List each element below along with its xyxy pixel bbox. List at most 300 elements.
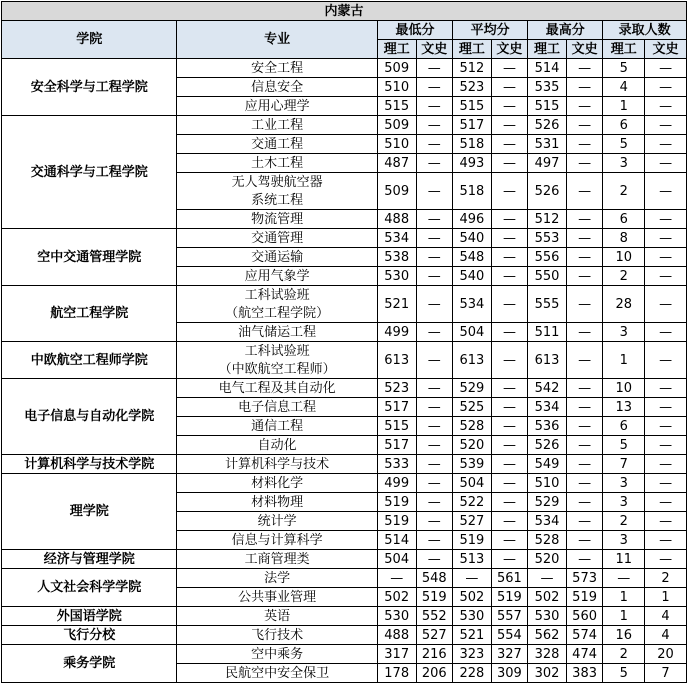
- score-cell-max-science: 555: [528, 286, 567, 323]
- score-cell-min-science: 514: [377, 531, 416, 550]
- score-cell-count-arts: —: [645, 436, 687, 455]
- score-cell-count-science: 4: [603, 78, 645, 97]
- score-cell-min-arts: —: [416, 229, 453, 248]
- score-cell-avg-arts: —: [491, 229, 528, 248]
- college-name: 飞行分校: [2, 626, 177, 645]
- score-cell-avg-arts: —: [491, 455, 528, 474]
- score-cell-avg-arts: 557: [491, 607, 528, 626]
- major-name: 信息与计算科学: [177, 531, 377, 550]
- score-cell-count-arts: —: [645, 455, 687, 474]
- score-cell-min-arts: —: [416, 512, 453, 531]
- score-cell-avg-arts: —: [491, 342, 528, 379]
- score-cell-min-science: 613: [377, 342, 416, 379]
- score-cell-min-arts: 206: [416, 664, 453, 683]
- score-cell-avg-arts: 327: [491, 645, 528, 664]
- major-name: 信息安全: [177, 78, 377, 97]
- score-cell-min-science: 538: [377, 248, 416, 267]
- score-cell-max-arts: 383: [566, 664, 603, 683]
- score-cell-min-arts: —: [416, 267, 453, 286]
- score-cell-avg-science: —: [453, 569, 492, 588]
- score-cell-min-arts: —: [416, 135, 453, 154]
- score-cell-count-arts: —: [645, 59, 687, 78]
- score-cell-min-science: 519: [377, 512, 416, 531]
- major-name: 工科试验班: [177, 286, 377, 305]
- major-name: 应用气象学: [177, 267, 377, 286]
- score-cell-min-arts: —: [416, 323, 453, 342]
- score-cell-count-science: 6: [603, 417, 645, 436]
- table-row: [2, 474, 687, 493]
- score-cell-avg-arts: —: [491, 78, 528, 97]
- score-cell-avg-arts: —: [491, 154, 528, 173]
- score-cell-count-science: 6: [603, 210, 645, 229]
- college-name: 理学院: [2, 474, 177, 550]
- score-cell-count-science: 3: [603, 323, 645, 342]
- score-cell-min-arts: 519: [416, 588, 453, 607]
- score-cell-count-arts: —: [645, 531, 687, 550]
- score-cell-min-science: 509: [377, 59, 416, 78]
- major-name: （中欧航空工程师）: [177, 360, 377, 379]
- college-name: 电子信息与自动化学院: [2, 379, 177, 455]
- score-cell-min-science: 509: [377, 116, 416, 135]
- college-name: 中欧航空工程师学院: [2, 342, 177, 379]
- score-cell-max-science: 514: [528, 59, 567, 78]
- score-cell-min-science: 530: [377, 607, 416, 626]
- major-name: 土木工程: [177, 154, 377, 173]
- score-cell-count-science: 1: [603, 607, 645, 626]
- college-header: 学院: [2, 21, 177, 59]
- header-row: [2, 21, 687, 40]
- score-cell-max-arts: —: [566, 379, 603, 398]
- major-name: 民航空中安全保卫: [177, 664, 377, 683]
- college-name: 安全科学与工程学院: [2, 59, 177, 116]
- score-cell-max-arts: —: [566, 474, 603, 493]
- major-name: 油气储运工程: [177, 323, 377, 342]
- score-cell-count-science: 1: [603, 97, 645, 116]
- major-name: 工科试验班: [177, 342, 377, 361]
- score-cell-max-science: 531: [528, 135, 567, 154]
- score-cell-count-science: 2: [603, 645, 645, 664]
- college-name: 人文社会科学学院: [2, 569, 177, 607]
- score-cell-max-arts: 574: [566, 626, 603, 645]
- score-cell-min-arts: —: [416, 248, 453, 267]
- major-name: 统计学: [177, 512, 377, 531]
- score-cell-avg-arts: —: [491, 97, 528, 116]
- score-cell-count-science: 3: [603, 154, 645, 173]
- major-name: 交通工程: [177, 135, 377, 154]
- score-cell-count-arts: —: [645, 512, 687, 531]
- college-name: 交通科学与工程学院: [2, 116, 177, 229]
- score-cell-count-science: 2: [603, 173, 645, 210]
- score-cell-avg-arts: —: [491, 550, 528, 569]
- score-cell-min-science: 502: [377, 588, 416, 607]
- score-cell-avg-arts: —: [491, 493, 528, 512]
- score-cell-avg-science: 517: [453, 116, 492, 135]
- table-row: [2, 379, 687, 398]
- major-name: 计算机科学与技术: [177, 455, 377, 474]
- score-cell-min-science: 510: [377, 135, 416, 154]
- table-row: [2, 645, 687, 664]
- score-cell-min-arts: —: [416, 78, 453, 97]
- score-cell-count-arts: —: [645, 493, 687, 512]
- score-cell-min-science: 488: [377, 626, 416, 645]
- subheader-science: 理工: [603, 40, 645, 59]
- score-cell-avg-science: 529: [453, 379, 492, 398]
- score-cell-count-science: 7: [603, 455, 645, 474]
- score-cell-avg-arts: —: [491, 248, 528, 267]
- score-cell-max-science: 562: [528, 626, 567, 645]
- score-cell-count-science: 8: [603, 229, 645, 248]
- admitted-count-header: 录取人数: [603, 21, 687, 40]
- score-cell-count-science: 2: [603, 267, 645, 286]
- score-cell-min-arts: —: [416, 531, 453, 550]
- score-cell-min-science: 317: [377, 645, 416, 664]
- score-cell-count-arts: 4: [645, 607, 687, 626]
- score-cell-avg-arts: —: [491, 59, 528, 78]
- major-name: 法学: [177, 569, 377, 588]
- score-cell-avg-arts: —: [491, 135, 528, 154]
- score-cell-max-arts: —: [566, 173, 603, 210]
- score-cell-max-science: 526: [528, 436, 567, 455]
- score-cell-avg-arts: 561: [491, 569, 528, 588]
- avg-score-header: 平均分: [453, 21, 528, 40]
- score-cell-min-arts: —: [416, 398, 453, 417]
- table-row: [2, 116, 687, 135]
- score-cell-min-arts: —: [416, 173, 453, 210]
- score-cell-avg-science: 512: [453, 59, 492, 78]
- major-name: 交通管理: [177, 229, 377, 248]
- score-cell-count-arts: —: [645, 248, 687, 267]
- score-cell-count-science: 1: [603, 342, 645, 379]
- score-cell-avg-science: 522: [453, 493, 492, 512]
- major-name: 工商管理类: [177, 550, 377, 569]
- score-cell-count-science: 5: [603, 664, 645, 683]
- score-cell-min-arts: 548: [416, 569, 453, 588]
- score-cell-count-science: 3: [603, 531, 645, 550]
- score-cell-avg-science: 523: [453, 78, 492, 97]
- score-cell-avg-arts: —: [491, 379, 528, 398]
- score-cell-count-arts: —: [645, 417, 687, 436]
- min-score-header: 最低分: [377, 21, 452, 40]
- college-name: 航空工程学院: [2, 286, 177, 342]
- table-row: [2, 286, 687, 305]
- score-cell-min-science: 504: [377, 550, 416, 569]
- score-cell-count-arts: —: [645, 154, 687, 173]
- score-cell-min-arts: —: [416, 379, 453, 398]
- score-cell-min-arts: —: [416, 474, 453, 493]
- score-cell-avg-science: 539: [453, 455, 492, 474]
- score-cell-avg-science: 519: [453, 531, 492, 550]
- score-cell-min-arts: —: [416, 59, 453, 78]
- score-cell-max-arts: —: [566, 116, 603, 135]
- score-cell-max-arts: —: [566, 248, 603, 267]
- score-cell-max-arts: —: [566, 493, 603, 512]
- college-name: 经济与管理学院: [2, 550, 177, 569]
- score-cell-avg-science: 520: [453, 436, 492, 455]
- score-cell-avg-arts: 519: [491, 588, 528, 607]
- subheader-arts: 文史: [491, 40, 528, 59]
- score-cell-max-arts: 560: [566, 607, 603, 626]
- score-cell-max-arts: —: [566, 229, 603, 248]
- subheader-science: 理工: [453, 40, 492, 59]
- score-cell-min-science: 534: [377, 229, 416, 248]
- score-cell-max-science: 511: [528, 323, 567, 342]
- score-cell-avg-science: 518: [453, 173, 492, 210]
- score-cell-max-science: —: [528, 569, 567, 588]
- score-cell-min-arts: 552: [416, 607, 453, 626]
- table-row: [2, 229, 687, 248]
- score-cell-min-science: 515: [377, 417, 416, 436]
- college-name: 空中交通管理学院: [2, 229, 177, 286]
- score-cell-min-science: 487: [377, 154, 416, 173]
- score-cell-min-arts: 216: [416, 645, 453, 664]
- subheader-arts: 文史: [416, 40, 453, 59]
- score-cell-count-arts: —: [645, 116, 687, 135]
- score-cell-max-arts: 519: [566, 588, 603, 607]
- score-cell-avg-science: 548: [453, 248, 492, 267]
- score-cell-avg-science: 502: [453, 588, 492, 607]
- subheader-science: 理工: [377, 40, 416, 59]
- score-cell-min-arts: —: [416, 436, 453, 455]
- score-cell-max-arts: —: [566, 550, 603, 569]
- score-cell-avg-science: 534: [453, 286, 492, 323]
- score-cell-count-science: 3: [603, 474, 645, 493]
- table-row: [2, 342, 687, 361]
- score-cell-min-science: 510: [377, 78, 416, 97]
- score-cell-max-arts: —: [566, 210, 603, 229]
- score-cell-count-arts: —: [645, 398, 687, 417]
- score-cell-count-arts: 20: [645, 645, 687, 664]
- score-cell-max-science: 535: [528, 78, 567, 97]
- score-cell-max-science: 529: [528, 493, 567, 512]
- major-name: 无人驾驶航空器: [177, 173, 377, 192]
- score-cell-max-science: 302: [528, 664, 567, 683]
- score-cell-avg-science: 228: [453, 664, 492, 683]
- score-cell-min-arts: —: [416, 210, 453, 229]
- college-name: 外国语学院: [2, 607, 177, 626]
- score-cell-count-arts: 7: [645, 664, 687, 683]
- score-cell-avg-arts: —: [491, 512, 528, 531]
- score-cell-count-science: 13: [603, 398, 645, 417]
- score-cell-avg-science: 527: [453, 512, 492, 531]
- score-cell-count-science: 28: [603, 286, 645, 323]
- score-cell-count-arts: —: [645, 286, 687, 323]
- score-cell-max-science: 502: [528, 588, 567, 607]
- score-cell-avg-arts: —: [491, 474, 528, 493]
- major-header: 专业: [177, 21, 377, 59]
- score-cell-avg-science: 540: [453, 229, 492, 248]
- major-name: 英语: [177, 607, 377, 626]
- score-cell-min-science: 517: [377, 398, 416, 417]
- score-cell-avg-arts: —: [491, 436, 528, 455]
- score-cell-min-arts: —: [416, 550, 453, 569]
- score-cell-avg-arts: —: [491, 267, 528, 286]
- score-cell-avg-arts: —: [491, 116, 528, 135]
- score-cell-min-science: 530: [377, 267, 416, 286]
- score-cell-min-arts: —: [416, 493, 453, 512]
- score-cell-max-arts: —: [566, 417, 603, 436]
- college-name: 计算机科学与技术学院: [2, 455, 177, 474]
- subheader-arts: 文史: [645, 40, 687, 59]
- table-row: [2, 455, 687, 474]
- table-row: [2, 550, 687, 569]
- score-cell-min-science: 523: [377, 379, 416, 398]
- score-cell-count-science: 3: [603, 493, 645, 512]
- score-cell-count-arts: —: [645, 229, 687, 248]
- score-cell-max-arts: —: [566, 455, 603, 474]
- score-cell-count-arts: —: [645, 135, 687, 154]
- score-cell-avg-science: 515: [453, 97, 492, 116]
- score-cell-avg-science: 513: [453, 550, 492, 569]
- major-name: 安全工程: [177, 59, 377, 78]
- table-row: [2, 607, 687, 626]
- score-cell-count-science: 6: [603, 116, 645, 135]
- score-cell-min-science: 519: [377, 493, 416, 512]
- title-row: [2, 2, 687, 21]
- score-cell-max-science: 553: [528, 229, 567, 248]
- score-cell-count-arts: 1: [645, 588, 687, 607]
- score-cell-avg-science: 518: [453, 135, 492, 154]
- score-cell-count-science: 16: [603, 626, 645, 645]
- subheader-arts: 文史: [566, 40, 603, 59]
- score-cell-max-science: 526: [528, 116, 567, 135]
- score-cell-max-arts: —: [566, 512, 603, 531]
- major-name: 系统工程: [177, 191, 377, 210]
- college-name: 乘务学院: [2, 645, 177, 683]
- score-cell-avg-arts: —: [491, 286, 528, 323]
- score-cell-count-arts: —: [645, 210, 687, 229]
- score-cell-count-science: 11: [603, 550, 645, 569]
- score-cell-count-arts: —: [645, 550, 687, 569]
- score-cell-avg-arts: —: [491, 417, 528, 436]
- score-cell-max-arts: —: [566, 398, 603, 417]
- score-cell-max-arts: —: [566, 436, 603, 455]
- score-cell-max-arts: —: [566, 342, 603, 379]
- score-cell-count-arts: —: [645, 474, 687, 493]
- score-cell-count-science: 1: [603, 588, 645, 607]
- score-cell-count-science: 5: [603, 135, 645, 154]
- score-cell-max-science: 515: [528, 97, 567, 116]
- score-cell-min-arts: —: [416, 116, 453, 135]
- score-cell-count-science: 10: [603, 379, 645, 398]
- score-cell-max-science: 542: [528, 379, 567, 398]
- score-cell-avg-arts: —: [491, 398, 528, 417]
- major-name: 飞行技术: [177, 626, 377, 645]
- major-name: 应用心理学: [177, 97, 377, 116]
- score-cell-max-science: 512: [528, 210, 567, 229]
- score-cell-count-arts: —: [645, 97, 687, 116]
- score-cell-max-science: 534: [528, 512, 567, 531]
- major-name: 材料物理: [177, 493, 377, 512]
- major-name: 物流管理: [177, 210, 377, 229]
- score-cell-min-science: 533: [377, 455, 416, 474]
- score-cell-max-arts: —: [566, 59, 603, 78]
- score-cell-max-arts: 474: [566, 645, 603, 664]
- subheader-science: 理工: [528, 40, 567, 59]
- score-cell-min-science: 499: [377, 323, 416, 342]
- table-row: [2, 569, 687, 588]
- major-name: 交通运输: [177, 248, 377, 267]
- score-cell-max-arts: —: [566, 531, 603, 550]
- score-cell-max-science: 536: [528, 417, 567, 436]
- score-cell-max-science: 530: [528, 607, 567, 626]
- score-cell-min-science: 517: [377, 436, 416, 455]
- score-cell-count-arts: —: [645, 78, 687, 97]
- score-cell-max-arts: 573: [566, 569, 603, 588]
- score-cell-avg-science: 493: [453, 154, 492, 173]
- max-score-header: 最高分: [528, 21, 603, 40]
- major-name: 材料化学: [177, 474, 377, 493]
- admission-score-table: [1, 1, 687, 683]
- score-cell-count-arts: —: [645, 379, 687, 398]
- score-cell-min-science: —: [377, 569, 416, 588]
- score-cell-avg-arts: —: [491, 173, 528, 210]
- score-cell-min-science: 488: [377, 210, 416, 229]
- score-cell-max-science: 520: [528, 550, 567, 569]
- score-cell-count-arts: —: [645, 173, 687, 210]
- score-cell-count-science: 10: [603, 248, 645, 267]
- score-cell-min-arts: 527: [416, 626, 453, 645]
- score-cell-min-arts: —: [416, 154, 453, 173]
- score-cell-max-science: 328: [528, 645, 567, 664]
- score-cell-avg-science: 521: [453, 626, 492, 645]
- score-cell-max-science: 497: [528, 154, 567, 173]
- score-cell-max-science: 526: [528, 173, 567, 210]
- score-cell-avg-arts: —: [491, 531, 528, 550]
- score-cell-avg-science: 540: [453, 267, 492, 286]
- score-cell-max-science: 534: [528, 398, 567, 417]
- score-cell-count-arts: —: [645, 323, 687, 342]
- score-cell-min-science: 499: [377, 474, 416, 493]
- score-cell-min-arts: —: [416, 97, 453, 116]
- score-cell-max-arts: —: [566, 286, 603, 323]
- score-cell-avg-science: 528: [453, 417, 492, 436]
- score-cell-count-science: —: [603, 569, 645, 588]
- score-cell-max-science: 613: [528, 342, 567, 379]
- score-cell-max-arts: —: [566, 97, 603, 116]
- score-cell-min-arts: —: [416, 286, 453, 323]
- major-name: 公共事业管理: [177, 588, 377, 607]
- major-name: 工业工程: [177, 116, 377, 135]
- table-row: [2, 626, 687, 645]
- score-cell-avg-arts: —: [491, 210, 528, 229]
- score-cell-avg-science: 530: [453, 607, 492, 626]
- score-cell-max-science: 556: [528, 248, 567, 267]
- score-cell-count-science: 5: [603, 59, 645, 78]
- score-cell-max-arts: —: [566, 135, 603, 154]
- table-row: [2, 59, 687, 78]
- score-cell-count-arts: 2: [645, 569, 687, 588]
- score-cell-count-arts: —: [645, 267, 687, 286]
- score-cell-max-arts: —: [566, 267, 603, 286]
- score-cell-avg-arts: 309: [491, 664, 528, 683]
- major-name: 自动化: [177, 436, 377, 455]
- score-cell-count-science: 2: [603, 512, 645, 531]
- score-cell-max-arts: —: [566, 78, 603, 97]
- score-cell-count-arts: —: [645, 342, 687, 379]
- score-cell-avg-arts: —: [491, 323, 528, 342]
- major-name: 空中乘务: [177, 645, 377, 664]
- score-cell-min-arts: —: [416, 342, 453, 379]
- score-cell-min-science: 521: [377, 286, 416, 323]
- score-cell-avg-science: 525: [453, 398, 492, 417]
- major-name: 通信工程: [177, 417, 377, 436]
- score-cell-avg-science: 323: [453, 645, 492, 664]
- major-name: 电子信息工程: [177, 398, 377, 417]
- score-cell-max-science: 550: [528, 267, 567, 286]
- score-cell-min-science: 178: [377, 664, 416, 683]
- score-cell-min-arts: —: [416, 417, 453, 436]
- score-cell-max-science: 528: [528, 531, 567, 550]
